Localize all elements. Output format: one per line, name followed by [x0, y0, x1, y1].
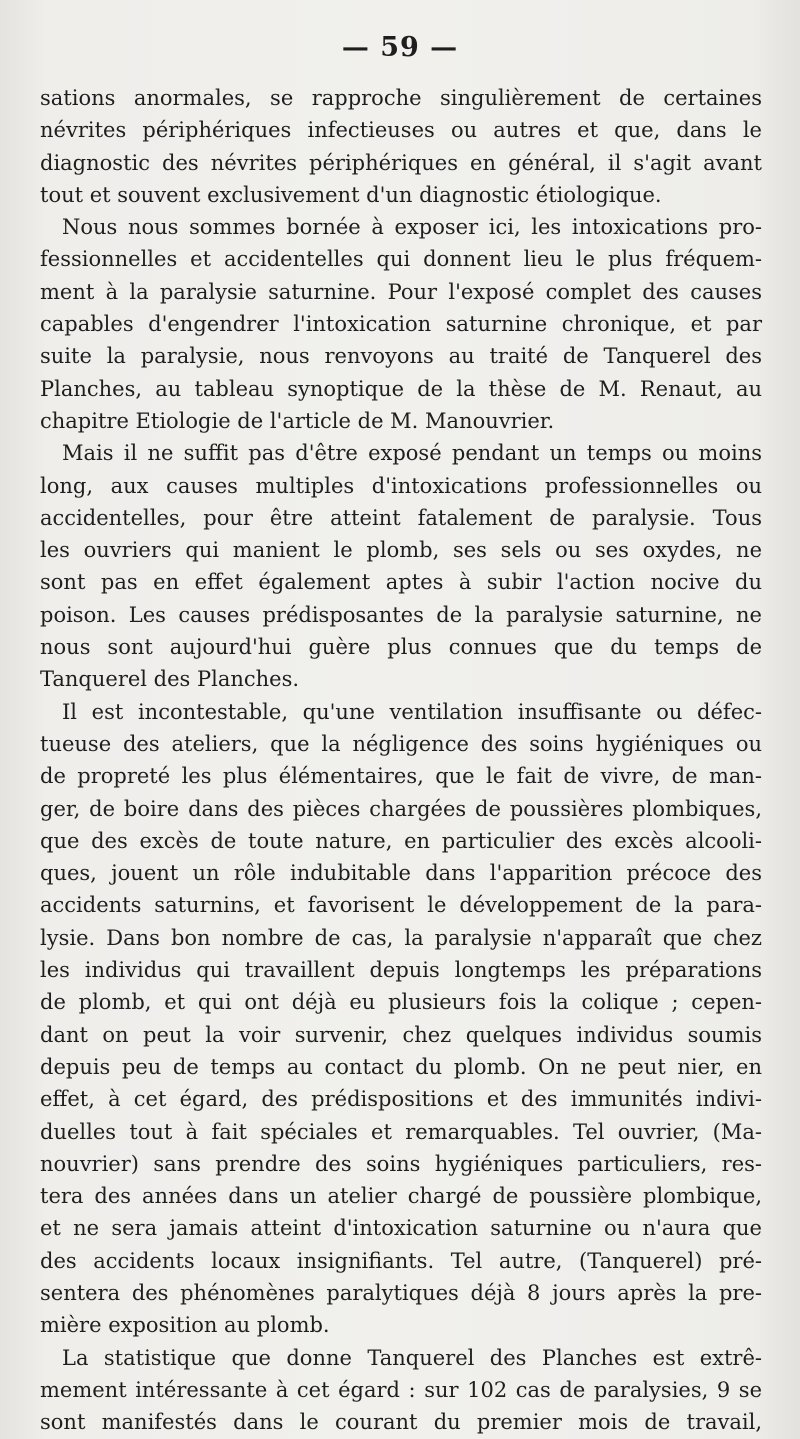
text-line: névrites périphériques infectieuses ou autres et que, dans le [40, 118, 762, 143]
text-line: nouvrier) sans prendre des soins hygiéniques particuliers, res- [40, 1151, 762, 1176]
text-line: ment à la paralysie saturnine. Pour l'exposé complet des causes [40, 279, 762, 304]
text-line: La statistique que donne Tanquerel des Planches est extrê- [62, 1345, 762, 1370]
text-line: sentera des phénomènes paralytiques déjà 8 jours après la pre- [40, 1280, 762, 1305]
text-line: diagnostic des névrites périphériques en général, il s'agit avant [40, 150, 762, 175]
body-text [40, 82, 762, 1438]
text-line: mière exposition au plomb. [40, 1313, 330, 1338]
text-line: Tanquerel des Planches. [40, 667, 300, 692]
text-line: tueuse des ateliers, que la négligence des soins hygiéniques ou [40, 731, 762, 756]
text-line: tera des années dans un atelier chargé de poussière plombique, [40, 1184, 762, 1209]
text-line: poison. Les causes prédisposantes de la paralysie saturnine, ne [40, 602, 762, 627]
paragraph-2 [40, 211, 762, 437]
text-line: capables d'engendrer l'intoxication saturnine chronique, et par [40, 312, 762, 337]
paragraph-3 [40, 437, 762, 695]
text-line: depuis peu de temps au contact du plomb. On ne peut nier, en [40, 1054, 762, 1079]
text-line: sont pas en effet également aptes à subir l'action nocive du [40, 570, 762, 595]
paragraph-5 [40, 1342, 762, 1439]
text-line: des accidents locaux insignifiants. Tel autre, (Tanquerel) pré- [40, 1248, 762, 1273]
text-line: long, aux causes multiples d'intoxications professionnelles ou [40, 473, 762, 498]
text-line: sations anormales, se rapproche singulièrement de certaines [40, 86, 762, 110]
text-line: effet, à cet égard, des prédispositions et des immunités indivi- [40, 1087, 762, 1112]
text-line: nous sont aujourd'hui guère plus connues que du temps de [40, 635, 762, 660]
text-line: Nous nous sommes bornée à exposer ici, les intoxications pro- [62, 215, 762, 240]
text-line: tout et souvent exclusivement d'un diagnostic étiologique. [40, 182, 662, 207]
text-line: et ne sera jamais atteint d'intoxication saturnine ou n'aura que [40, 1216, 762, 1241]
text-line: ques, jouent un rôle indubitable dans l'apparition précoce des [40, 861, 762, 886]
text-line: accidentelles, pour être atteint fatalement de paralysie. Tous [40, 505, 762, 530]
text-line: les individus qui travaillent depuis longtemps les préparations [40, 958, 762, 983]
text-line: lysie. Dans bon nombre de cas, la paralysie n'apparaît que chez [40, 925, 762, 950]
text-line: duelles tout à fait spéciales et remarquables. Tel ouvrier, (Ma- [40, 1119, 762, 1144]
paragraph-4 [40, 696, 762, 1342]
text-line: mement intéressante à cet égard : sur 102 cas de paralysies, 9 se [40, 1377, 762, 1402]
text-line: Planches, au tableau synoptique de la thèse de M. Renaut, au [40, 376, 762, 401]
text-line: suite la paralysie, nous renvoyons au traité de Tanquerel des [40, 344, 762, 369]
text-line: Il est incontestable, qu'une ventilation insuffisante ou défec- [62, 699, 762, 724]
paragraph-1 [40, 82, 762, 211]
text-line: chapitre Etiologie de l'article de M. Manouvrier. [40, 408, 555, 433]
text-line: que des excès de toute nature, en particulier des excès alcooli- [40, 828, 762, 853]
page-number: — 59 — [341, 32, 459, 63]
text-line: de plomb, et qui ont déjà eu plusieurs fois la colique ; cepen- [40, 990, 762, 1015]
text-line: fessionnelles et accidentelles qui donnent lieu le plus fréquem- [40, 247, 762, 272]
text-line: de propreté les plus élémentaires, que le fait de vivre, de man- [40, 764, 762, 789]
text-line: Mais il ne suffit pas d'être exposé pendant un temps ou moins [62, 441, 762, 466]
text-line: sont manifestés dans le courant du premier mois de travail, [40, 1410, 762, 1435]
text-line: dant on peut la voir survenir, chez quelques individus soumis [40, 1022, 762, 1047]
text-line: accidents saturnins, et favorisent le développement de la para- [40, 893, 762, 918]
text-line: les ouvriers qui manient le plomb, ses sels ou ses oxydes, ne [40, 538, 762, 563]
text-line: ger, de boire dans des pièces chargées de poussières plombiques, [40, 796, 762, 821]
